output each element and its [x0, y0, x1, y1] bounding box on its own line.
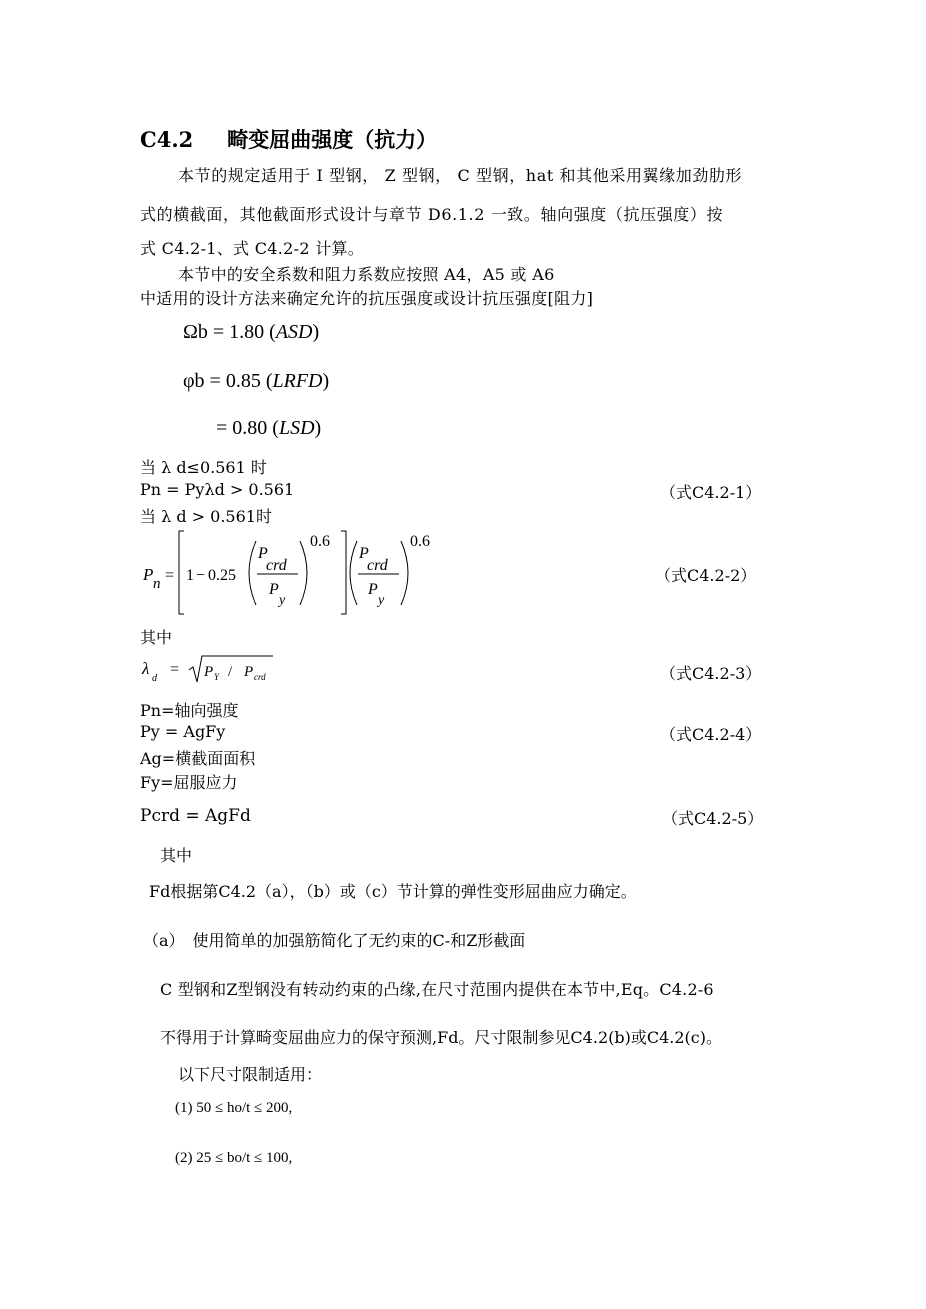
subsection-a-para-line-1: C 型钢和Z型钢没有转动约束的凸缘,在尺寸范围内提供在本节中,Eq。C4.2-6 — [160, 980, 714, 999]
eq3-slash: / — [228, 664, 233, 680]
case1-condition: 当 λ d≤0.561 时 — [140, 458, 267, 477]
eq2-minus: − — [196, 567, 206, 584]
eq2-crd-1: crd — [266, 557, 287, 574]
eq-label-c4-2-1: （式C4.2-1） — [660, 483, 762, 502]
eq2-Pnum-1: P — [258, 545, 268, 562]
eq3-lambda: λ — [142, 659, 150, 678]
intro-line-2: 式的横截面，其他截面形式设计与章节 D6.1.2 一致。轴向强度（抗压强度）按 — [140, 205, 724, 224]
case2-condition: 当 λ d > 0.561时 — [140, 507, 272, 526]
eq2-n: n — [153, 576, 161, 592]
def-pcrd: Pcrd = AgFd — [140, 806, 251, 826]
eq2-paren-open-1 — [249, 541, 256, 605]
eq2-paren-close-1 — [300, 541, 307, 605]
eq-label-c4-2-4: （式C4.2-4） — [660, 725, 762, 744]
subsection-a-para-line-2: 不得用于计算畸变屈曲应力的保守预测,Fd。尺寸限制参见C4.2(b)或C4.2(c)。 — [160, 1028, 722, 1047]
where-label-2: 其中 — [160, 846, 193, 865]
eq3-equals: = — [170, 661, 180, 678]
equation-c4-2-3 — [138, 650, 288, 690]
eq-label-c4-2-3: （式C4.2-3） — [660, 664, 762, 683]
eq2-right-bracket — [341, 531, 346, 614]
eq3-d: d — [152, 673, 157, 684]
eq2-y-1: y — [279, 593, 286, 608]
omega-factor: Ωb = 1.80 (ASD) — [183, 321, 320, 343]
def-ag: Ag=横截面面积 — [140, 749, 256, 768]
eq2-crd-2: crd — [367, 557, 388, 574]
limits-intro: 以下尺寸限制适用： — [178, 1065, 323, 1084]
def-py: Py = AgFy — [140, 722, 226, 741]
where-label-1: 其中 — [140, 628, 173, 647]
eq2-exp-1: 0.6 — [310, 533, 330, 550]
intro-line-4: 本节中的安全系数和阻力系数应按照 A4，A5 或 A6 — [178, 265, 555, 284]
eq3-P1: P — [204, 664, 214, 680]
limit-item-2: (2) 25 ≤ bo/t ≤ 100, — [175, 1150, 293, 1166]
eq2-equals: = — [165, 567, 175, 584]
eq3-Y: Y — [214, 672, 220, 682]
def-fy: Fy=屈服应力 — [140, 773, 238, 792]
eq2-one: 1 — [186, 567, 194, 584]
eq2-P: P — [143, 565, 154, 584]
eq2-left-bracket — [179, 531, 184, 614]
phi-factor-lsd: = 0.80 (LSD) — [216, 417, 322, 439]
intro-line-5: 中适用的设计方法来确定允许的抗压强度或设计抗压强度[阻力] — [140, 289, 594, 308]
eq3-P2: P — [244, 664, 254, 680]
intro-line-3: 式 C4.2-1、式 C4.2-2 计算。 — [140, 239, 365, 258]
eq2-paren-open-2 — [350, 541, 357, 605]
eq-label-c4-2-2: （式C4.2-2） — [655, 566, 757, 585]
eq2-coef: 0.25 — [208, 567, 236, 584]
eq2-y-2: y — [378, 593, 385, 608]
eq2-Pden-1: P — [269, 581, 279, 598]
phi-factor-lrfd: φb = 0.85 (LRFD) — [183, 370, 330, 392]
equation-c4-2-2 — [138, 528, 438, 618]
subsection-a-heading: （a） 使用简单的加强筋简化了无约束的C-和Z形截面 — [143, 931, 526, 950]
section-heading — [140, 124, 437, 154]
eq2-Pnum-2: P — [359, 545, 369, 562]
eq2-exp-2: 0.6 — [410, 533, 430, 550]
limit-item-1: (1) 50 ≤ ho/t ≤ 200, — [175, 1100, 293, 1116]
eq3-crd: crd — [254, 672, 266, 682]
eq-label-c4-2-5: （式C4.2-5） — [662, 809, 764, 828]
eq2-Pden-2: P — [368, 581, 378, 598]
section-number: C4.2 — [140, 127, 194, 152]
case1-formula: Pn = Pyλd > 0.561 — [140, 480, 295, 499]
fd-definition: Fd根据第C4.2（a），（b）或（c）节计算的弹性变形屈曲应力确定。 — [149, 882, 637, 901]
eq2-paren-close-2 — [401, 541, 408, 605]
def-pn: Pn=轴向强度 — [140, 701, 239, 720]
section-title: 畸变屈曲强度（抗力） — [227, 127, 438, 152]
intro-line-1: 本节的规定适用于 I 型钢， Z 型钢， C 型钢，hat 和其他采用翼缘加劲肋形 — [178, 166, 743, 185]
